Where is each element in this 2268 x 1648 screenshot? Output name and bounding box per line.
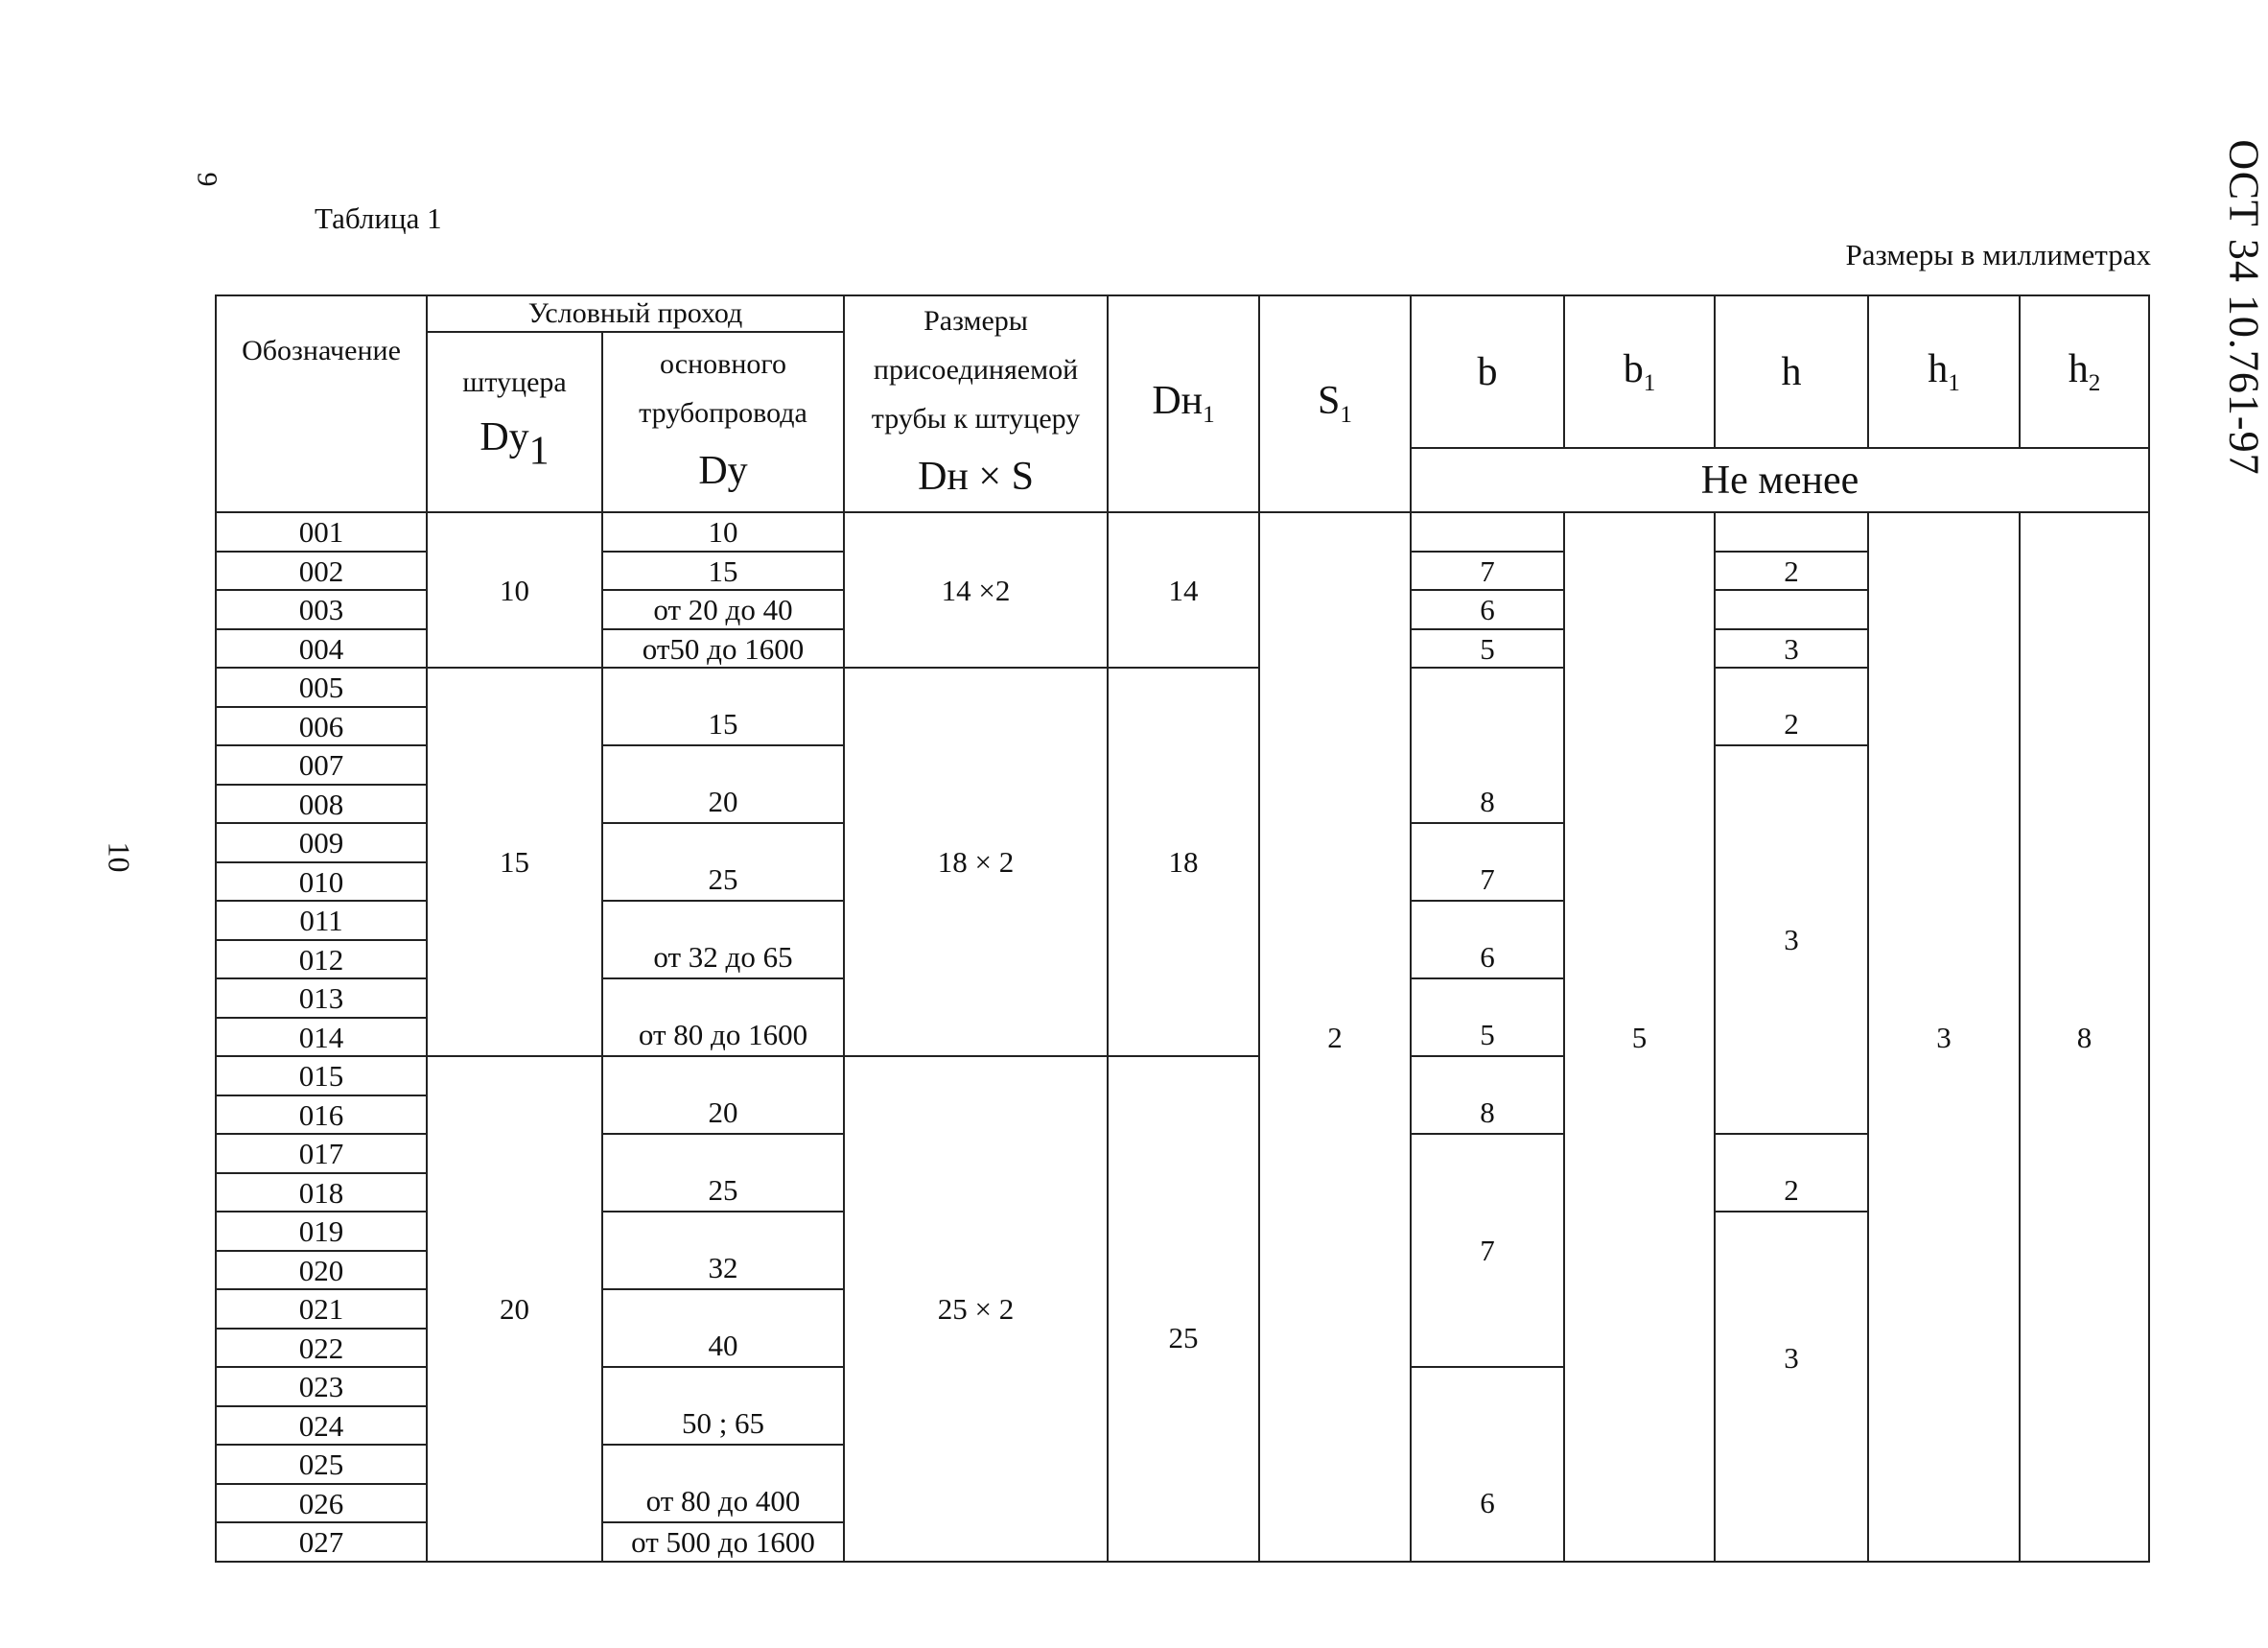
- b-cell: 7: [1411, 552, 1564, 591]
- dh1-cell: 14: [1108, 512, 1259, 668]
- header-s1-sub: 1: [1340, 402, 1352, 428]
- header-h1: [1868, 295, 2020, 448]
- designation-cell: 001: [216, 512, 427, 552]
- header-pipe-line-2: присоединяемой: [873, 354, 1079, 386]
- designation-cell: 024: [216, 1406, 427, 1446]
- header-b: b: [1411, 295, 1564, 448]
- header-fitting-symbol: Dy: [479, 415, 529, 460]
- header-pipe-symbol: Dн × S: [918, 455, 1034, 499]
- page-number-top: 9: [191, 172, 223, 187]
- header-dh1-symbol: Dн: [1152, 379, 1204, 424]
- designation-cell: 010: [216, 862, 427, 902]
- h-cell: 2: [1715, 668, 1868, 745]
- header-main-line-2: трубопровода: [639, 396, 807, 429]
- dy-cell: 15: [602, 668, 844, 745]
- b-cell: 5: [1411, 629, 1564, 669]
- header-h2-sub: 2: [2088, 369, 2101, 396]
- designation-cell: 006: [216, 707, 427, 746]
- designation-cell: 012: [216, 940, 427, 979]
- dy-cell: 32: [602, 1212, 844, 1289]
- designation-cell: 016: [216, 1095, 427, 1135]
- h-cell: 3: [1715, 629, 1868, 669]
- pipe-size-cell: 25 × 2: [844, 1056, 1108, 1562]
- header-h1-sub: 1: [1948, 369, 1960, 396]
- dy1-group-cell: 20: [427, 1056, 602, 1562]
- header-pipe-size: [844, 295, 1108, 512]
- designation-cell: 007: [216, 745, 427, 785]
- dy-cell: 15: [602, 552, 844, 591]
- designation-cell: 013: [216, 978, 427, 1018]
- dy-cell: 40: [602, 1289, 844, 1367]
- designation-cell: 021: [216, 1289, 427, 1329]
- header-fitting-sub: 1: [528, 429, 549, 474]
- dy-cell: от 80 до 400: [602, 1445, 844, 1522]
- header-b1-symbol: b: [1623, 346, 1644, 391]
- header-b1-sub: 1: [1643, 369, 1656, 396]
- header-h1-symbol: h: [1928, 346, 1949, 391]
- designation-cell: 022: [216, 1329, 427, 1368]
- h1-cell: 3: [1868, 512, 2020, 1562]
- header-min-label: Не менее: [1411, 448, 2149, 512]
- designation-cell: 004: [216, 629, 427, 669]
- table-caption: Таблица 1: [315, 201, 442, 235]
- dy-cell: 50 ; 65: [602, 1367, 844, 1445]
- designation-cell: 008: [216, 785, 427, 824]
- dy1-group-cell: 15: [427, 668, 602, 1056]
- pipe-size-cell: 14 ×2: [844, 512, 1108, 668]
- pipe-size-cell: 18 × 2: [844, 668, 1108, 1056]
- designation-cell: 011: [216, 901, 427, 940]
- designation-cell: 005: [216, 668, 427, 707]
- dy-cell: от50 до 1600: [602, 629, 844, 669]
- document-code: ОСТ 34 10.761-97: [2220, 139, 2268, 476]
- dy1-group-cell: 10: [427, 512, 602, 668]
- b-cell: 5: [1411, 978, 1564, 1056]
- dy-cell: 25: [602, 823, 844, 901]
- designation-cell: 023: [216, 1367, 427, 1406]
- designation-cell: 002: [216, 552, 427, 591]
- h-cell: 2: [1715, 1134, 1868, 1212]
- header-main-line-1: основного: [660, 347, 786, 380]
- designation-cell: 025: [216, 1445, 427, 1484]
- designation-cell: 014: [216, 1018, 427, 1057]
- header-fitting-label: штуцера: [462, 366, 567, 399]
- s1-cell: 2: [1259, 512, 1411, 1562]
- dy-cell: 10: [602, 512, 844, 552]
- header-pipe-line-3: трубы к штуцеру: [871, 403, 1081, 435]
- designation-cell: 026: [216, 1484, 427, 1523]
- b1-cell: 5: [1564, 512, 1715, 1562]
- header-h2: [2020, 295, 2149, 448]
- designation-cell: 020: [216, 1251, 427, 1290]
- dy-cell: от 80 до 1600: [602, 978, 844, 1056]
- designation-cell: 015: [216, 1056, 427, 1095]
- header-h: h: [1715, 295, 1868, 448]
- h-cell: 3: [1715, 745, 1868, 1134]
- dh1-cell: 25: [1108, 1056, 1259, 1562]
- header-dh1: [1108, 295, 1259, 512]
- header-main-pipe: [602, 332, 844, 512]
- designation-cell: 018: [216, 1173, 427, 1212]
- header-s1-symbol: S: [1318, 379, 1341, 424]
- header-main-symbol: Dy: [698, 448, 748, 493]
- header-s1: [1259, 295, 1411, 512]
- h2-cell: 8: [2020, 512, 2149, 1562]
- dimensions-table: [215, 294, 2150, 1563]
- b-cell: 6: [1411, 901, 1564, 978]
- h-cell: 2: [1715, 552, 1868, 591]
- dy-cell: от 32 до 65: [602, 901, 844, 978]
- units-caption: Размеры в миллиметрах: [1845, 238, 2151, 271]
- header-designation: Обозначение: [216, 295, 427, 512]
- b-cell: 8: [1411, 668, 1564, 823]
- b-cell: 7: [1411, 1134, 1564, 1367]
- header-h2-symbol: h: [2068, 346, 2089, 391]
- b-cell: 6: [1411, 590, 1564, 629]
- h-cell: [1715, 512, 1868, 552]
- b-cell: 7: [1411, 823, 1564, 901]
- header-b1: [1564, 295, 1715, 448]
- designation-cell: 019: [216, 1212, 427, 1251]
- header-nominal-passage: Условный проход: [427, 295, 844, 332]
- h-cell: 3: [1715, 1212, 1868, 1562]
- b-cell: [1411, 512, 1564, 552]
- dh1-cell: 18: [1108, 668, 1259, 1056]
- header-pipe-line-1: Размеры: [924, 305, 1028, 337]
- designation-cell: 027: [216, 1522, 427, 1562]
- page-number-side: 10: [102, 841, 137, 873]
- h-cell: [1715, 590, 1868, 629]
- designation-cell: 003: [216, 590, 427, 629]
- dy-cell: 25: [602, 1134, 844, 1212]
- designation-cell: 009: [216, 823, 427, 862]
- dy-cell: от 500 до 1600: [602, 1522, 844, 1562]
- designation-cell: 017: [216, 1134, 427, 1173]
- b-cell: 8: [1411, 1056, 1564, 1134]
- header-dh1-sub: 1: [1203, 402, 1215, 428]
- dy-cell: 20: [602, 745, 844, 823]
- dy-cell: 20: [602, 1056, 844, 1134]
- dy-cell: от 20 до 40: [602, 590, 844, 629]
- header-fitting: [427, 332, 602, 512]
- b-cell: 6: [1411, 1367, 1564, 1562]
